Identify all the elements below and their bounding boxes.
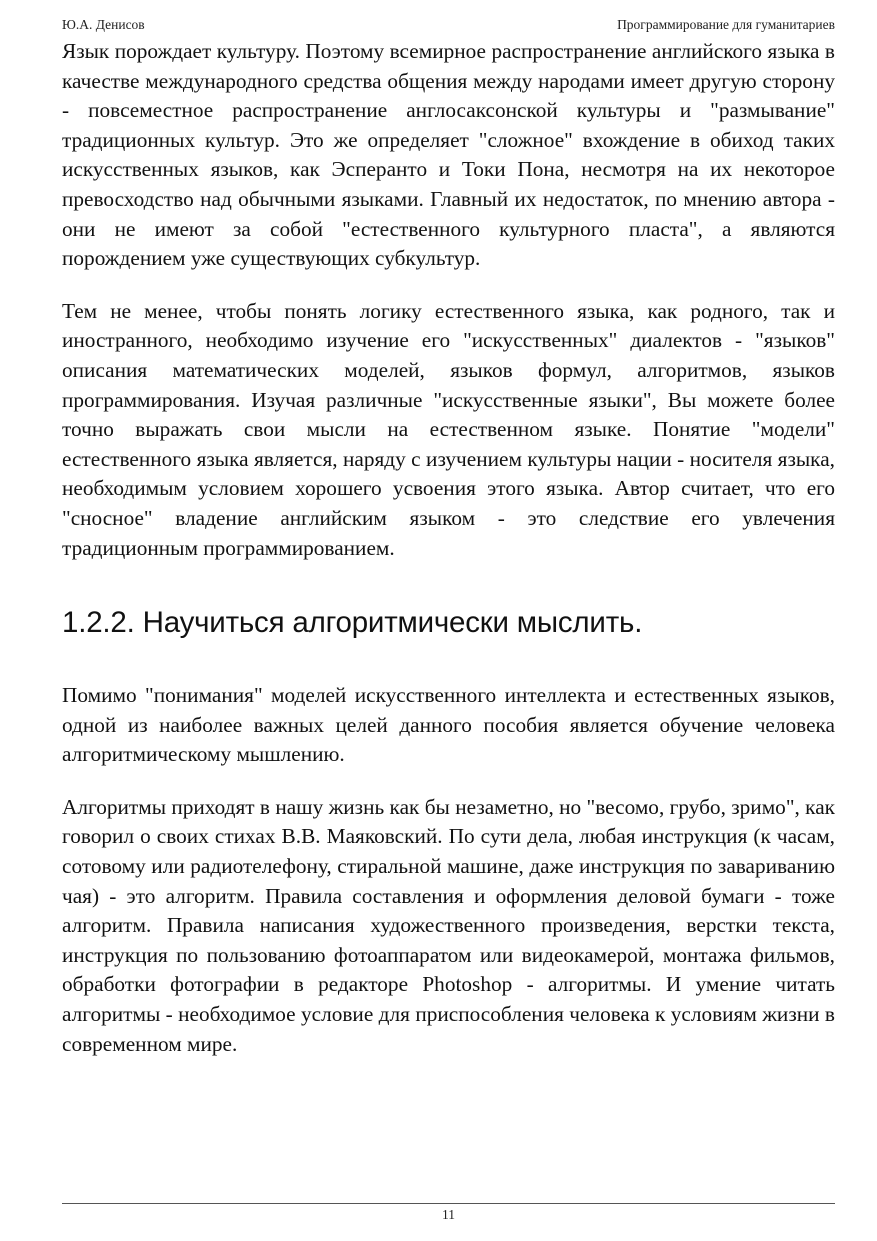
page-number: 11 xyxy=(442,1207,455,1222)
page-header xyxy=(62,16,835,34)
header-author: Ю.А. Денисов xyxy=(62,17,145,32)
section-heading: 1.2.2. Научиться алгоритмически мыслить. xyxy=(62,606,643,640)
body-paragraph: Тем не менее, чтобы понять логику естественного языка, как родного, так и иностранного, необходимо изучение его "искусственных" диалектов - "языков" описания математических моделей, языков формул, алгоритмов, языков программирования. Изучая различные "искусственные языки", Вы можете более точно выражать свои мысли на естественном языке. Понятие "модели" естественного языка является, наряду с изучением культуры нации - носителя языка, необходимым условием хорошего усвоения этого языка. Автор считает, что его "сносное" владение английским языком - это следствие его увлечения традиционным программированием. xyxy=(62,298,835,560)
body-paragraph: Язык порождает культуру. Поэтому всемирное распространение английского языка в качестве международного средства общения между народами имеет другую сторону - повсеместное распространение англосаксонской культуры и "размывание" традиционных культур. Это же определяет "сложное" вхождение в обиход таких искусственных языков, как Эсперанто и Токи Пона, несмотря на их некоторое превосходство над обычными языками. Главный их недостаток, по мнению автора - они не имеют за собой "естественного культурного пласта", а являются порождением уже существующих субкультур. xyxy=(62,39,835,271)
body-paragraph: Алгоритмы приходят в нашу жизнь как бы незаметно, но "весомо, грубо, зримо", как говорил о своих стихах В.В. Маяковский. По сути дела, любая инструкция (к часам, сотовому или радиотелефону, стиральной машине, даже инструкция по завариванию чая) - это алгоритм. Правила составления и оформления деловой бумаги - тоже алгоритм. Правила написания художественного произведения, верстки текста, инструкция по пользованию фотоаппаратом или видеокамерой, монтажа фильмов, обработки фотографии в редакторе Photoshop - алгоритмы. И умение читать алгоритмы - необходимое условие для приспособления человека к условиям жизни в современном мире. xyxy=(62,794,835,1056)
page-content xyxy=(62,37,835,1059)
header-book-title: Программирование для гуманитариев xyxy=(617,17,835,32)
footer-divider xyxy=(62,1203,835,1204)
body-paragraph: Помимо "понимания" моделей искусственного интеллекта и естественных языков, одной из наиболее важных целей данного пособия является обучение человека алгоритмическому мышлению. xyxy=(62,683,835,767)
